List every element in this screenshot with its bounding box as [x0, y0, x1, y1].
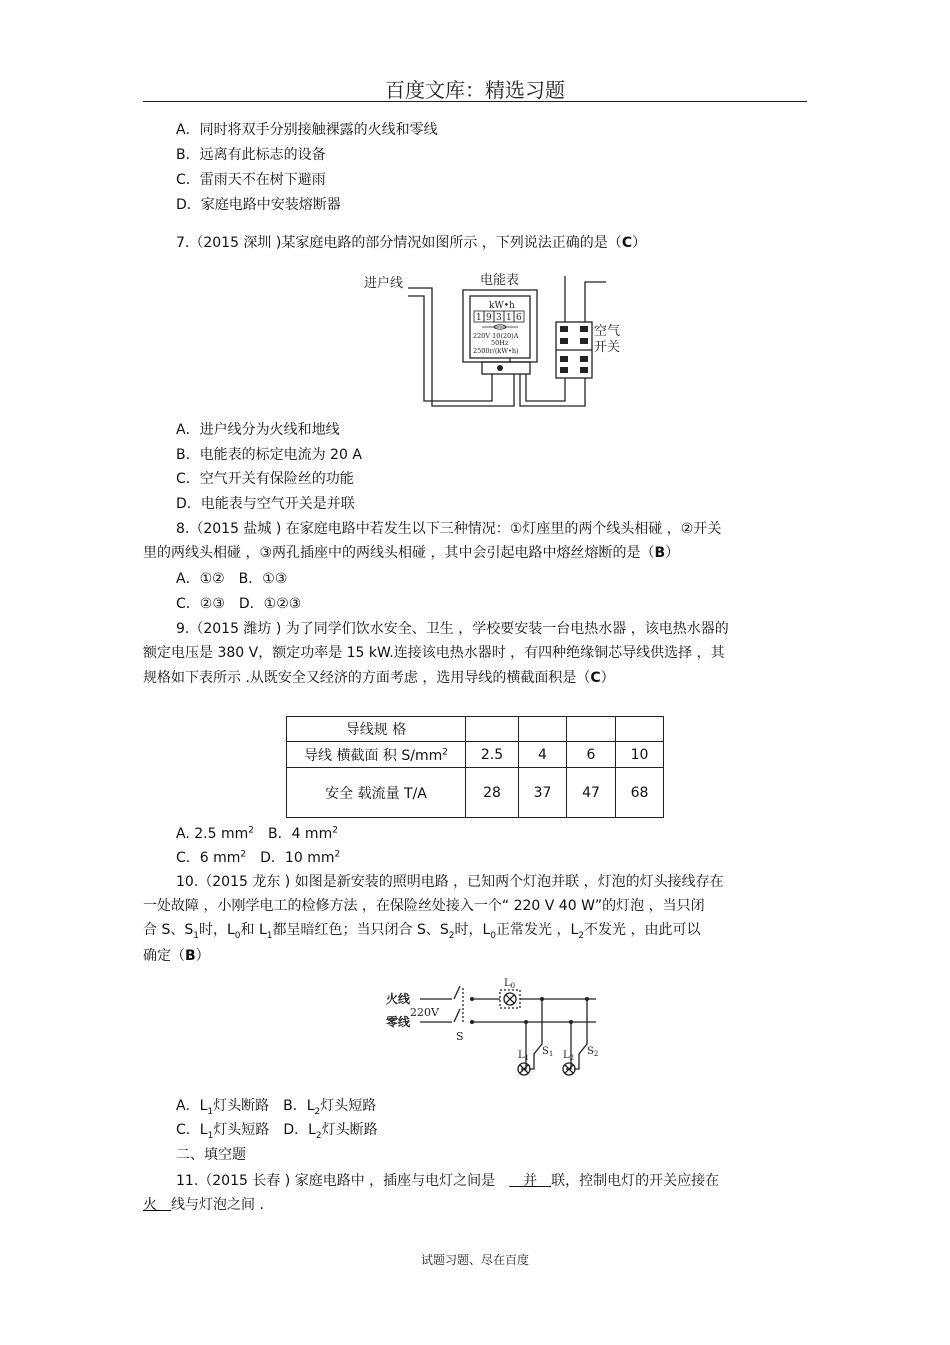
q7-label-switch-1: 空气: [594, 324, 621, 339]
q9-options-1: A. 2.5 $mm^2$ B．4 $mm^2$: [176, 825, 338, 842]
q10-options-2: C．$L_1$灯头短路 D．$L_2$灯头断路: [176, 1122, 378, 1141]
q10-label-l0: $L_0$: [504, 978, 516, 990]
q9-options-2: C．6 $mm^2$ D．10 $mm^2$: [176, 849, 341, 866]
q9-wire-table: [286, 716, 664, 818]
q10-line3: 合 S、$S_1$时，$L_0$和 $L_1$都呈暗红色；当只闭合 S、$S_2$时，$L_0$正常发光 ，$L_2$不发光 ，由此可以: [143, 922, 701, 941]
table-cell: 10: [616, 742, 664, 768]
page-title: 百度文库：精选习题: [385, 78, 565, 102]
q7-meter-figure: [360, 266, 630, 412]
q10-label-l2: $L_2$: [563, 1050, 575, 1062]
q8-line2: 里的两线头相碰 ，③两孔插座中的两线头相碰 ，其中会引起电路中熔丝熔断的是（B）: [143, 545, 680, 561]
q7-answer: C: [621, 235, 633, 251]
q10-circuit-figure: [384, 974, 608, 1084]
q10-label-switch: S: [456, 1030, 464, 1043]
q10-label-neutral: 零线: [386, 1015, 411, 1029]
q7-label-switch-2: 开关: [594, 340, 621, 355]
q8-options-1: A．①② B．①③: [176, 571, 288, 587]
q9-row2-label: 安全 载流量 T/A: [287, 768, 466, 818]
q7-option-d: D．电能表与空气开关是并联: [176, 496, 355, 512]
table-cell: 28: [466, 768, 519, 818]
q7-label-meter: 电能表: [480, 273, 520, 288]
q8-options-2: C．②③ D．①②③: [176, 596, 302, 612]
q7-meter-spec1: 220V 10(20)A: [473, 332, 519, 340]
q7-label-incoming: 进户线: [364, 276, 404, 291]
q11-blank-2: 火: [143, 1197, 157, 1213]
table-cell: 6: [567, 742, 616, 768]
q9-line2: 额定电压是 380 V，额定功率是 15 kW.连接该电热水器时 ，有四种绝缘铜芯导线供选择 ，其: [143, 645, 725, 661]
table-cell: [567, 717, 616, 742]
table-cell: 4: [519, 742, 567, 768]
q10-line4: 确定（B）: [143, 948, 210, 964]
q7-digit: 9: [486, 313, 492, 323]
q10-label-s2: $S_2$: [587, 1046, 599, 1058]
q10-label-live: 火线: [386, 992, 411, 1006]
q7-digit: 3: [496, 313, 502, 323]
q10-label-l1: $L_1$: [518, 1050, 530, 1062]
q9-table-head: 导线规 格: [287, 717, 466, 742]
q7-meter-spec2: 50Hz: [491, 339, 509, 347]
q6-option-a: A．同时将双手分别接触裸露的火线和零线: [176, 122, 438, 138]
q9-line3: 规格如下表所示 .从既安全又经济的方面考虑 ，选用导线的横截面积是（C）: [143, 670, 615, 686]
table-cell: 37: [519, 768, 567, 818]
q9-row1-label: 导线 横截面 积 $S/mm^2$: [287, 742, 466, 768]
q10-line2: 一处故障 ，小刚学电工的检修方法 ，在保险丝处接入一个“ 220 V 40 W”的灯泡 ，当只闭: [143, 898, 705, 914]
q7-meter-unit: kW•h: [489, 301, 515, 311]
q7-option-a: A．进户线分为火线和地线: [176, 422, 340, 438]
q7-option-c: C．空气开关有保险丝的功能: [176, 471, 354, 487]
q9-line1: 9.（2015 潍坊 ) 为了同学们饮水安全、卫生 ，学校要安装一台电热水器 ，该电热水器的: [176, 621, 729, 637]
q6-option-d: D．家庭电路中安装熔断器: [176, 197, 341, 213]
q11-line2: 火 线与灯泡之间 .: [143, 1197, 264, 1213]
page-footer: 试题习题、尽在百度: [420, 1253, 529, 1267]
table-cell: [519, 717, 567, 742]
q8-answer: B: [654, 545, 666, 561]
q6-option-b: B．远离有此标志的设备: [176, 147, 326, 163]
q11-line1: 11.（2015 长春 ) 家庭电路中 ，插座与电灯之间是 并 联，控制电灯的开关应接在: [176, 1173, 720, 1189]
q7-digit: 6: [516, 313, 522, 323]
q11-blank-1: 并: [523, 1173, 538, 1189]
table-cell: 2.5: [466, 742, 519, 768]
q10-options-1: A．$L_1$灯头断路 B．$L_2$灯头短路: [176, 1098, 377, 1117]
q7-option-b: B．电能表的标定电流为 20 A: [176, 447, 362, 463]
q7-stem: 7.（2015 深圳 )某家庭电路的部分情况如图所示 ，下列说法正确的是（C）: [176, 235, 647, 251]
q6-option-c: C．雷雨天不在树下避雨: [176, 172, 326, 188]
table-cell: [616, 717, 664, 742]
table-cell: 68: [616, 768, 664, 818]
table-cell: [466, 717, 519, 742]
section-heading: 二、填空题: [176, 1147, 246, 1163]
header-rule: [143, 101, 807, 102]
q7-digit: 1: [506, 313, 512, 323]
q10-answer: B: [185, 948, 196, 964]
table-cell: 47: [567, 768, 616, 818]
q7-meter-spec3: 2500r/(kW•h): [473, 347, 519, 355]
q10-label-voltage: 220V: [410, 1006, 439, 1019]
q7-digit: 1: [476, 313, 482, 323]
q8-line1: 8.（2015 盐城 ) 在家庭电路中若发生以下三种情况：①灯座里的两个线头相碰 ，②开关: [176, 521, 722, 537]
q10-line1: 10.（2015 龙东 ) 如图是新安装的照明电路 ，已知两个灯泡并联 ，灯泡的灯头接线存在: [176, 874, 724, 890]
q10-label-s1: $S_1$: [542, 1046, 554, 1058]
q9-answer: C: [590, 670, 601, 686]
